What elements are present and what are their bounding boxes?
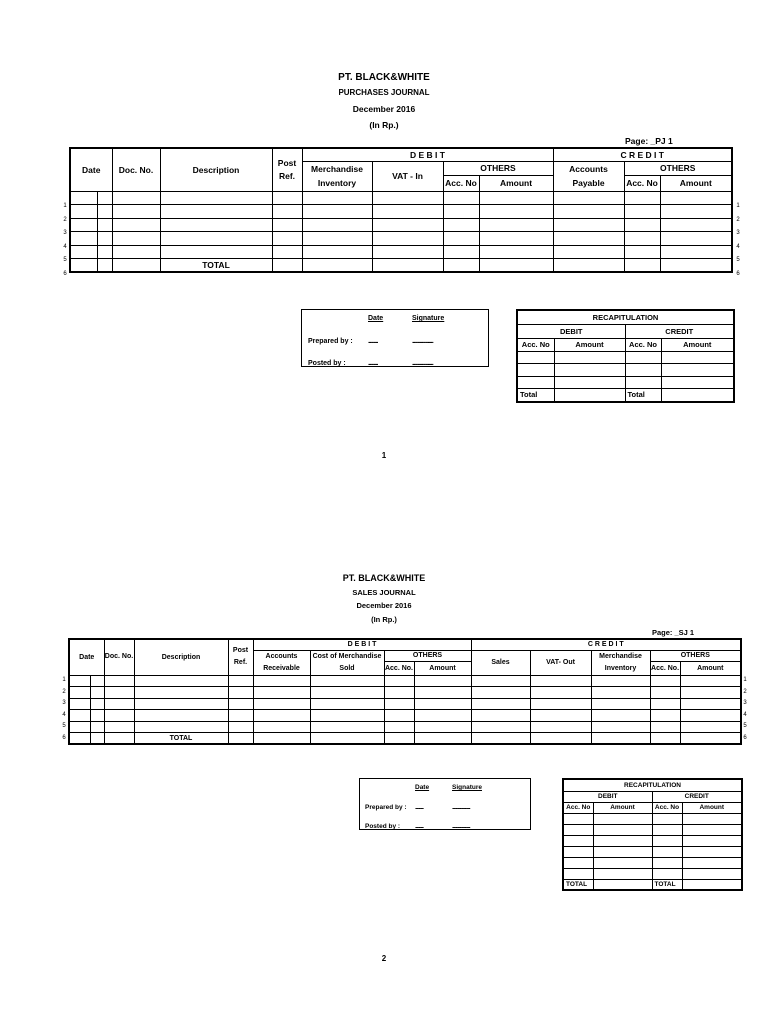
recap-credit-amount: Amount [682, 802, 742, 813]
row-number: 2 [743, 688, 747, 695]
recap-credit: CREDIT [652, 791, 742, 802]
row-number: 4 [736, 243, 740, 250]
period: December 2016 [352, 104, 416, 114]
credit-others-header: OTHERS [650, 650, 741, 662]
purchases-journal-table [69, 147, 733, 273]
page-reference: Page: _SJ 1 [652, 628, 695, 637]
company-name: PT. BLACK&WHITE [338, 72, 430, 83]
table-row [69, 710, 741, 722]
col-merchandise-inventory: Merchandise Inventory [591, 650, 650, 675]
posted-date-blank: .......... [415, 823, 424, 830]
table-row [70, 245, 732, 259]
col-doc-no: Doc. No. [112, 148, 160, 191]
posted-by-label: Posted by : [308, 360, 346, 367]
prepared-by-label: Prepared by : [308, 338, 353, 345]
row-number: 1 [743, 677, 747, 683]
row-number: 2 [63, 216, 67, 223]
prepared-by-label: Prepared by : [365, 804, 407, 811]
debit-header: D E B I T [302, 148, 553, 161]
row-number: 4 [63, 243, 67, 250]
row-number: 5 [736, 257, 740, 263]
page-number: 1 [381, 451, 387, 460]
period: December 2016 [356, 601, 412, 610]
journal-title: SALES JOURNAL [352, 588, 416, 597]
posted-date-blank: .......... [368, 360, 378, 367]
row-number: 5 [743, 723, 747, 729]
total-label: TOTAL [134, 733, 228, 745]
prepared-date-blank: .......... [368, 338, 378, 345]
col-date: Date [70, 148, 112, 191]
posted-by-label: Posted by : [365, 823, 401, 830]
sig-signature-label: Signature [452, 784, 482, 791]
currency-unit: (In Rp.) [369, 120, 399, 130]
table-row [70, 205, 732, 219]
row-number: 3 [62, 700, 66, 706]
col-debit-amount: Amount [479, 175, 553, 191]
col-credit-acc-no: Acc. No. [650, 662, 680, 675]
debit-others-header: OTHERS [384, 650, 471, 662]
currency-unit: (In Rp.) [371, 615, 397, 624]
col-cost-of-merchandise-sold: Cost of Merchandise Sold [310, 650, 384, 675]
row-number: 2 [62, 688, 66, 695]
table-row [69, 687, 741, 699]
recap-debit-total: Total [517, 389, 554, 402]
recap-row [563, 857, 742, 868]
page-number: 2 [381, 954, 387, 963]
row-number: 6 [736, 270, 740, 277]
credit-header: C R E D I T [471, 639, 741, 650]
col-debit-amount: Amount [414, 662, 471, 675]
recap-credit-total: TOTAL [652, 879, 682, 890]
company-name: PT. BLACK&WHITE [342, 573, 426, 583]
row-number: 1 [736, 203, 740, 209]
debit-header: D E B I T [253, 639, 471, 650]
recap-title: RECAPITULATION [517, 310, 734, 324]
recap-row [563, 824, 742, 835]
row-number: 6 [63, 270, 67, 277]
recapitulation-table [562, 778, 743, 891]
table-row [69, 675, 741, 687]
total-row [70, 259, 732, 273]
recap-row [563, 835, 742, 846]
recap-row [563, 868, 742, 879]
total-label: TOTAL [160, 259, 272, 273]
col-merchandise-inventory: Merchandise Inventory [302, 161, 372, 191]
recap-debit-amount: Amount [554, 338, 625, 351]
sig-date-label: Date [415, 784, 430, 791]
recap-credit-amount: Amount [661, 338, 734, 351]
table-row [70, 232, 732, 246]
sales-journal-table [68, 638, 742, 745]
row-number: 1 [62, 677, 66, 683]
debit-others-header: OTHERS [443, 161, 553, 175]
col-credit-amount: Amount [660, 175, 732, 191]
prepared-signature-blank: ...................... [412, 338, 433, 345]
row-number: 5 [62, 723, 66, 729]
row-number: 4 [743, 711, 747, 718]
journal-title: PURCHASES JOURNAL [338, 88, 430, 97]
row-number: 6 [62, 734, 66, 741]
col-description: Description [134, 639, 228, 675]
recap-row [563, 813, 742, 824]
col-doc-no: Doc. No. [104, 639, 134, 675]
signature-box [301, 309, 489, 367]
recap-credit-total: Total [625, 389, 661, 402]
sig-date-label: Date [368, 315, 384, 322]
sig-signature-label: Signature [412, 315, 445, 322]
row-number: 3 [63, 230, 67, 236]
posted-signature-blank: ...................... [412, 360, 433, 367]
col-debit-acc-no: Acc. No [443, 175, 479, 191]
row-number: 3 [743, 700, 747, 706]
col-credit-acc-no: Acc. No [624, 175, 660, 191]
col-vat-out: VAT- Out [530, 650, 591, 675]
row-number: 4 [62, 711, 66, 718]
recap-debit-acc-no: Acc. No [517, 338, 554, 351]
col-vat-in: VAT - In [372, 161, 443, 191]
recap-debit-amount: Amount [593, 802, 652, 813]
page-reference: Page: _PJ 1 [625, 136, 673, 146]
col-post-ref: Post Ref. [272, 148, 302, 191]
posted-signature-blank: ...................... [452, 823, 470, 830]
recap-row [517, 351, 734, 364]
recapitulation-table [516, 309, 735, 403]
col-description: Description [160, 148, 272, 191]
recap-credit-acc-no: Acc. No [625, 338, 661, 351]
row-number: 3 [736, 230, 740, 236]
credit-header: C R E D I T [553, 148, 732, 161]
prepared-signature-blank: ...................... [452, 804, 470, 811]
recap-row [563, 846, 742, 857]
table-row [69, 721, 741, 733]
recap-debit-total: TOTAL [563, 879, 593, 890]
col-date: Date [69, 639, 104, 675]
total-row [69, 733, 741, 745]
recap-credit-acc-no: Acc. No [652, 802, 682, 813]
recap-title: RECAPITULATION [563, 779, 742, 791]
recap-debit: DEBIT [563, 791, 652, 802]
row-numbers-right [733, 200, 743, 281]
recap-debit: DEBIT [517, 324, 625, 338]
col-credit-amount: Amount [680, 662, 741, 675]
recap-row [517, 364, 734, 377]
table-row [70, 191, 732, 205]
recap-credit: CREDIT [625, 324, 734, 338]
row-number: 6 [743, 734, 747, 741]
credit-others-header: OTHERS [624, 161, 732, 175]
signature-box [359, 778, 531, 830]
prepared-date-blank: .......... [415, 804, 424, 811]
row-number: 1 [63, 203, 67, 209]
col-accounts-payable: Accounts Payable [553, 161, 624, 191]
row-number: 5 [63, 257, 67, 263]
col-accounts-receivable: Accounts Receivable [253, 650, 310, 675]
col-debit-acc-no: Acc. No. [384, 662, 414, 675]
col-sales: Sales [471, 650, 530, 675]
row-number: 2 [736, 216, 740, 223]
col-post-ref: Post Ref. [228, 639, 253, 675]
table-row [69, 698, 741, 710]
recap-row [517, 376, 734, 389]
recap-debit-acc-no: Acc. No [563, 802, 593, 813]
table-row [70, 218, 732, 232]
